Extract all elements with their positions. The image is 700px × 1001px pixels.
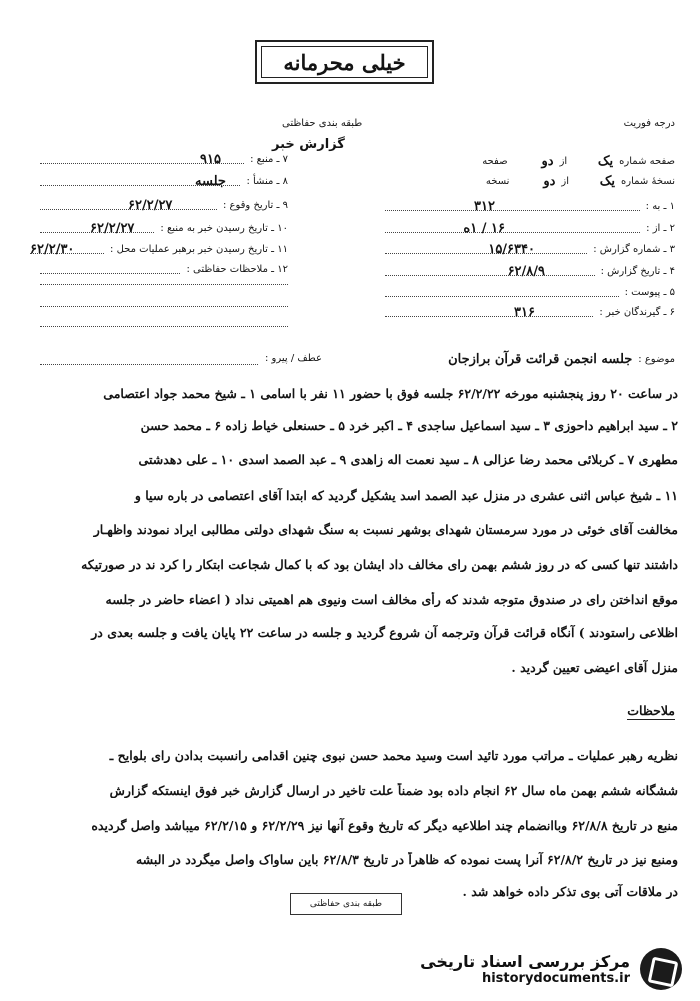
field-label: ۱۲ ـ ملاحظات حفاظتی : bbox=[186, 263, 288, 275]
body-line: اظلاعی راستودند ) آنگاه قرائت قرآن وترجمه آن شروع گردید و جلسه در ساعت ۲۲ پایان یافت و جلسه بعدی در bbox=[91, 625, 678, 640]
dotted-line bbox=[385, 274, 595, 276]
field-value: ۶۲/۲/۳۰ bbox=[30, 241, 75, 257]
field-label: نسخه bbox=[485, 175, 510, 187]
field-origin bbox=[40, 172, 288, 190]
field-label: ۲ ـ از : bbox=[646, 222, 675, 234]
field-value: یک bbox=[597, 153, 614, 169]
field-to bbox=[385, 197, 675, 215]
body-line: ۲ ـ سید ابراهیم داحوزی ۳ ـ سید اسماعیل ساجدی ۴ ـ اکبر خرد ۵ ـ حسنعلی خیاط زاده ۶ ـ محمد حسن bbox=[140, 418, 678, 433]
field-security-notes bbox=[40, 260, 288, 278]
field-label: ۶ ـ گیرندگان خبر : bbox=[599, 306, 675, 318]
field-value: دو bbox=[541, 153, 554, 169]
notes-line: نظریه رهبر عملیات ـ مراتب مورد تائید است وسید محمد حسن نبوی چنین اقدامی رانسبت بدادن رای بلوایح ـ bbox=[109, 748, 678, 763]
field-value: جلسه bbox=[195, 173, 226, 189]
dotted-line bbox=[385, 315, 593, 317]
archive-logo-icon bbox=[640, 948, 682, 990]
field-value: ۹۱۵ bbox=[200, 151, 221, 167]
field-report-date bbox=[385, 262, 675, 280]
body-line: داشتند تنها کسی که در روز ششم بهمن رای مخالف داد ایشان بود که با کمال شجاعت ابتکار را کرد ند در صورتیکه bbox=[81, 557, 678, 572]
field-value: ۳۱۲ bbox=[474, 198, 495, 214]
watermark-url: historydocuments.ir bbox=[481, 971, 630, 986]
field-label: نسخهٔ شماره bbox=[621, 175, 675, 187]
notes-line: ومنبع نیز در تاریخ ۶۲/۸/۲ آنرا پست نموده که ظاهراً در تاریخ ۶۲/۸/۳ باین ساواک واصل میگردد در البشه bbox=[135, 852, 678, 867]
field-label: از bbox=[559, 155, 568, 167]
field-label: ۷ ـ منبع : bbox=[250, 153, 288, 165]
field-source-received-date bbox=[40, 219, 288, 237]
field-label: ۸ ـ منشأ : bbox=[246, 175, 288, 187]
field-label: ۱۰ ـ تاریخ رسیدن خبر به منبع : bbox=[160, 222, 288, 234]
body-line: مطهری ۷ ـ کربلائی محمد رضا عزالی ۸ ـ سید نعمت اله زاهدی ۹ ـ عبد الصمد اسدی ۱۰ ـ علی دهدشتی bbox=[138, 452, 678, 467]
field-value: ۳۱۶ bbox=[514, 304, 535, 320]
body-line: مخالفت آقای خوئی در مورد سرمستان شهدای بوشهر نسبت به سنگ شهدای دولتی مطالبی ایراد نمودند واظهـار bbox=[93, 522, 678, 537]
field-value: دو bbox=[543, 173, 556, 189]
classification-label: طبقه بندی حفاظتی bbox=[282, 118, 363, 129]
reference-label: عطف / پیرو : bbox=[265, 353, 322, 364]
watermark bbox=[420, 948, 682, 990]
body-line: ۱۱ ـ شیخ عباس اثنی عشری در منزل عبد الصمد اسد یشکیل گردید که ابتدا آقای اعتصامی در باره سیا و bbox=[134, 488, 678, 503]
body-line: موقع انداختن رای در صندوق متوجه شدند که رأی مخالف است ونیوی هم اهمیتی نداد ( اعضاء حاضر در جلسه bbox=[105, 592, 678, 607]
field-value: ۱۶ / ۱ه bbox=[463, 220, 505, 236]
notes-title-text: ملاحظات bbox=[627, 703, 675, 718]
watermark-text bbox=[420, 952, 630, 986]
field-value: یک bbox=[599, 173, 616, 189]
dotted-line bbox=[40, 272, 180, 274]
field-page-number bbox=[385, 152, 675, 170]
subject-row bbox=[448, 352, 675, 367]
classification-stamp: خیلی محرمانه bbox=[255, 40, 434, 84]
field-value: ۶۲/۸/۹ bbox=[507, 263, 545, 279]
field-event-date bbox=[40, 196, 288, 214]
dotted-line bbox=[40, 364, 258, 365]
field-label: از bbox=[561, 175, 570, 187]
field-label: ۹ ـ تاریخ وقوع : bbox=[222, 199, 288, 211]
dotted-line bbox=[385, 231, 640, 233]
body-line: در ساعت ۲۰ روز پنجشنبه مورخه ۶۲/۲/۲۲ جلسه فوق با حضور ۱۱ نفر با اسامی ۱ ـ شیخ محمد جواد اعتصامی bbox=[103, 386, 678, 401]
field-value: ۶۲/۲/۲۷ bbox=[90, 220, 135, 236]
notes-title bbox=[627, 700, 675, 719]
field-label: صفحه bbox=[482, 155, 508, 167]
field-report-number bbox=[385, 240, 675, 258]
report-title: گزارش خبر bbox=[272, 137, 345, 152]
field-value: ۱۵/۶۳۴۰ bbox=[488, 241, 535, 257]
notes-line: در ملاقات آتی بوی تذکر داده خواهد شد . bbox=[462, 884, 678, 899]
field-label: ۴ ـ تاریخ گزارش : bbox=[600, 265, 675, 277]
field-label: ۱۱ ـ تاریخ رسیدن خبر برهبر عملیات محل : bbox=[110, 243, 288, 255]
field-copy-number bbox=[385, 172, 675, 190]
field-label: صفحه شماره bbox=[619, 155, 675, 167]
bottom-classification-box: طبقه بندی حفاظتی bbox=[290, 893, 402, 915]
dotted-line bbox=[385, 209, 640, 211]
dotted-line bbox=[40, 284, 288, 285]
subject-label: موضوع : bbox=[638, 354, 675, 365]
field-recipients bbox=[385, 303, 675, 321]
subject-value: جلسه انجمن قرائت قرآن برازجان bbox=[448, 352, 633, 367]
field-source bbox=[40, 150, 288, 168]
field-label: ۵ ـ پیوست : bbox=[624, 286, 675, 298]
field-leader-received-date bbox=[30, 240, 288, 258]
dotted-line bbox=[385, 252, 587, 254]
field-from bbox=[385, 219, 675, 237]
body-line: منزل آقای اعیضی تعیین گردید . bbox=[511, 660, 678, 675]
field-label: ۱ ـ به : bbox=[645, 200, 675, 212]
notes-line: ششگانه ششم بهمن ماه سال ۶۲ انجام داده بود ضمناً علت تاخیر در ارسال گزارش خبر فوق اینستکه گزارش bbox=[109, 783, 678, 798]
field-attachment bbox=[385, 283, 675, 301]
dotted-line bbox=[385, 295, 619, 297]
watermark-title: مرکز بررسی اسناد تاریخی bbox=[420, 952, 630, 971]
field-value: ۶۲/۲/۲۷ bbox=[128, 197, 173, 213]
field-label: ۳ ـ شماره گزارش : bbox=[593, 243, 675, 255]
dotted-line bbox=[40, 326, 288, 327]
notes-line: منبع در تاریخ ۶۲/۸/۸ وباانضمام چند اطلاعیه دیگر که تاریخ وقوع آنها نیز ۶۲/۲/۲۹ و ۶۲/۲/۱۵ میباشد واصل گردیده bbox=[91, 818, 678, 833]
dotted-line bbox=[40, 306, 288, 307]
urgency-label: درجه فوریت bbox=[623, 118, 675, 129]
